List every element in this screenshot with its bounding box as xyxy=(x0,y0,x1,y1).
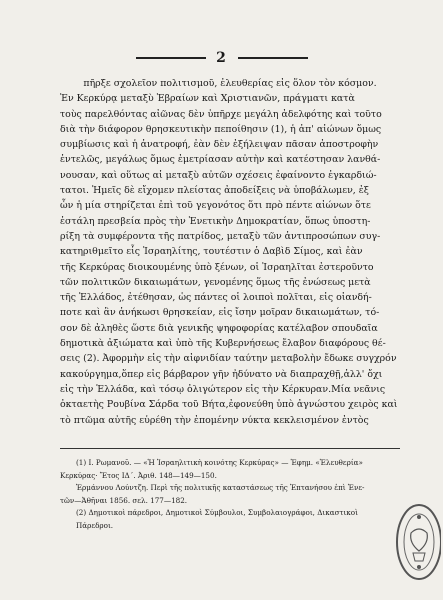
body-text xyxy=(60,76,400,428)
text-line: τατοι. Ἡμεῖς δὲ εἴχομεν πλείστας ἀποδείξεις νὰ ὑποβάλωμεν, ἐξ xyxy=(60,185,369,197)
text-line: ποτε καὶ ἂν ἀνήκωσι θρησκείαν, εἰς ἴσην μοῖραν δικαιωμάτων, τό- xyxy=(60,307,380,319)
text-line: ἐντελῶς, μεγάλως ὅμως ἐμετρίασαν αὐτὴν καὶ κατέστησαν λανθά- xyxy=(60,154,381,166)
text-line: κακούργημα,ὅπερ εἰς βάρβαρον γῆν ἠδύνατο νὰ διαπραχθῇ,ἀλλ' ὄχι xyxy=(60,368,383,380)
text-line: ὀκταετὴς Ρουβίνα Σάρδα τοῦ Βήτα,ἐφονεύθη ὑπὸ ἀγνώστου χειρὸς καὶ xyxy=(60,399,398,411)
text-line: τὸ πτῶμα αὐτῆς εὑρέθη τὴν ἐπομένην νύκτα κεκλεισμένον ἐντὸς xyxy=(60,414,369,426)
page-number: 2 xyxy=(216,50,227,66)
text-line: ὧν ἡ μία στηρίζεται ἐπὶ τοῦ γεγονότος ὅτι πρὸ πέντε αἰώνων ὅτε xyxy=(60,200,371,212)
footnote-line: (2) Δημοτικοὶ πάρεδροι, Δημοτικοὶ Σύμβουλοι, Συμβολαιογράφοι, Δικαστικοὶ xyxy=(76,508,358,518)
text-line: σον δὲ ἀληθὲς ὥστε διὰ γενικῆς ψηφοφορίας κατέλαβον σπουδαῖα xyxy=(60,322,378,334)
footnote-line: τῶν—Ἀθῆναι 1856. σελ. 177—182. xyxy=(60,495,188,505)
text-line: ρίξη τὰ συμφέροντα τῆς πατρίδος, μεταξὺ τῶν ἀντιπροσώπων συγ- xyxy=(60,230,381,242)
text-line: νουσαν, καὶ οὕτως αἱ μεταξὺ αὐτῶν σχέσεις ἐφαίνοντο ἐγκαρδιώ- xyxy=(60,169,377,181)
footnote-line: (1) Ι. Ρωμανοῦ. — «Ἡ Ἰσραηλιτικὴ κοινότης Κερκύρας» — Ἐφημ. «Ἐλευθερία» xyxy=(76,458,363,467)
text-line: Ἐν Κερκύρᾳ μεταξὺ Ἑβραίων καὶ Χριστιανῶν, πράγματι κατὰ xyxy=(60,93,355,105)
footnote-line: Κερκύρας· Ἔτος ΙΔ΄. Ἀριθ. 148—149—150. xyxy=(60,470,217,480)
text-line: τῶν πολιτικῶν δικαιωμάτων, γενομένης ὅμως τῆς ἐνώσεως μετὰ xyxy=(60,276,371,288)
text-line: κατηριθμεῖτο εἷς Ἰσραηλίτης, τουτέστιν ὁ Δαβὶδ Σίμος, καὶ ἐὰν xyxy=(60,246,363,258)
footnotes xyxy=(60,457,400,533)
text-line: εἰς τὴν Ἑλλάδα, καὶ τόσῳ ὀλιγώτερον εἰς τὴν Κέρκυραν.Μία νεᾶνις xyxy=(60,383,386,395)
text-line: συμβίωσις καὶ ἡ ἀνατροφή, ἐὰν δὲν ἐξήλειψαν πᾶσαν ἀποστροφὴν xyxy=(60,139,379,151)
text-line: τοὺς παρελθόντας αἰῶνας δὲν ὑπῆρχε μεγάλη ἀδελφότης καὶ τοῦτο xyxy=(60,108,382,120)
text-line: σεις (2). Ἀφορμὴν εἰς τὴν αἰφνιδίαν ταύτην μεταβολὴν ἔδωκε συγχρόν xyxy=(60,353,397,365)
text-line: ἐστάλη πρεσβεία πρὸς τὴν Ἑνετικὴν Δημοκρατίαν, ὅπως ὑποστη- xyxy=(60,215,371,227)
footnote-rule xyxy=(60,448,400,449)
text-line: τῆς Κερκύρας διοικουμένης ὑπὸ ξένων, οἱ Ἰσραηλῖται ἐστεροῦντο xyxy=(60,261,374,273)
footnote-line: Ἑρμάννου Λούντζη. Περὶ τῆς πολιτικῆς καταστάσεως τῆς Ἑπτανήσου ἐπὶ Ἑνε- xyxy=(76,483,365,493)
text-line: διὰ τὴν διάφορον θρησκευτικὴν πεποίθησιν (1), ἡ ἀπ' αἰώνων ὅμως xyxy=(60,123,382,135)
library-seal-stamp xyxy=(385,503,441,581)
text-line: τῆς Ἑλλάδος, ἐτέθησαν, ὡς πάντες οἱ λοιποὶ πολῖται, εἰς οἱανδή- xyxy=(60,292,372,304)
header-rule-right xyxy=(238,57,308,59)
footnote-line: Πάρεδροι. xyxy=(76,520,114,530)
text-line: δημοτικὰ ἀξιώματα καὶ ὑπὸ τῆς Κυβερνήσεως ἔλαβον διαφόρους θέ- xyxy=(60,338,386,350)
text-line: πῆρξε σχολεῖον πολιτισμοῦ, ἐλευθερίας εἰς ὅλον τὸν κόσμον. xyxy=(83,78,377,89)
